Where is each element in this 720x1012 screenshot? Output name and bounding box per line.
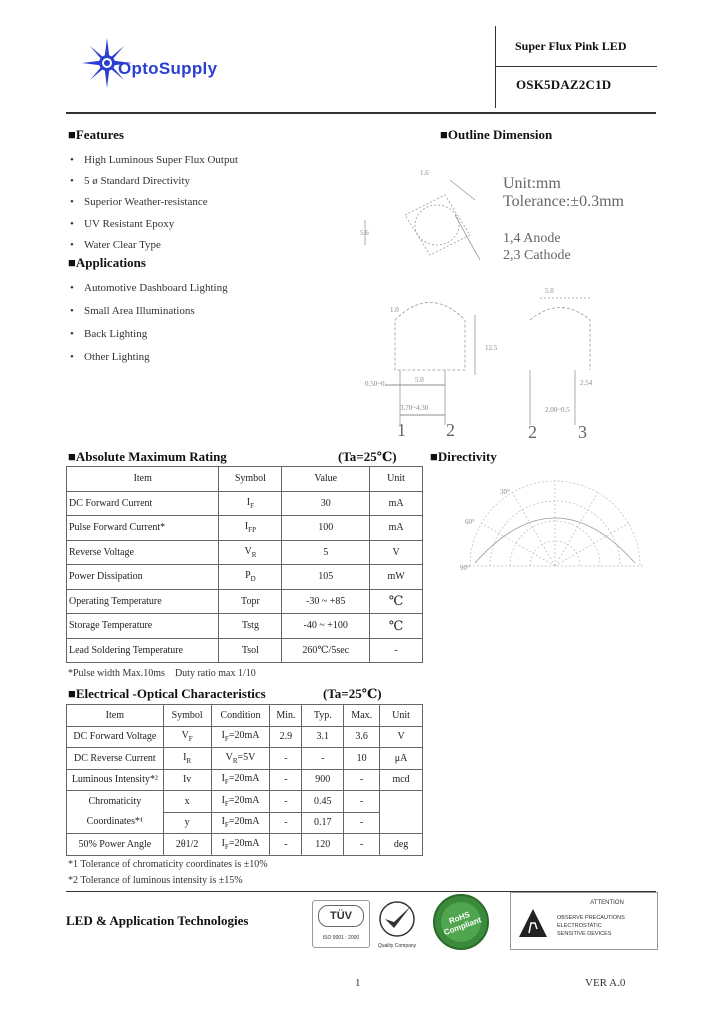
- square-bullet-icon: ■: [68, 255, 76, 270]
- svg-text:30°: 30°: [500, 488, 510, 496]
- max-cell: -: [344, 791, 380, 813]
- item-cell: Reverse Voltage: [67, 540, 219, 565]
- application-item: • Other Lighting: [70, 351, 150, 363]
- pin-label-4: 3: [578, 422, 587, 442]
- table-row: [67, 638, 423, 663]
- rohs-label: RoHS Compliant: [442, 909, 483, 938]
- col-header: Item: [67, 705, 164, 727]
- outline-anode: 1,4 Anode: [503, 231, 561, 246]
- col-header: Typ.: [302, 705, 344, 727]
- header-divider-vertical: [495, 26, 496, 108]
- typ-cell: 900: [302, 769, 344, 791]
- table-row: [67, 491, 423, 516]
- table-row: [67, 540, 423, 565]
- symbol-cell: $I_R$: [163, 748, 211, 770]
- min-cell: -: [270, 812, 302, 834]
- iso-label: ISO 9001 : 2000: [322, 935, 360, 941]
- svg-text:0.50~0.: 0.50~0.: [365, 380, 387, 388]
- quality-company-badge: [373, 900, 421, 949]
- col-header: Value: [282, 467, 370, 492]
- unit-cell: -: [370, 638, 423, 663]
- symbol-cell: $V_F$: [163, 726, 211, 748]
- svg-text:90°: 90°: [460, 564, 470, 572]
- col-header: Symbol: [219, 467, 282, 492]
- attention-line-3: SENSITIVE DEVICES: [557, 931, 612, 937]
- typ-cell: 0.17: [302, 812, 344, 834]
- value-cell: 260℃/5sec: [282, 638, 370, 663]
- item-cell: DC Reverse Current: [67, 748, 164, 770]
- svg-text:3.70~4.30: 3.70~4.30: [400, 404, 429, 412]
- feature-item: • Superior Weather-resistance: [70, 196, 208, 209]
- col-header: Unit: [380, 705, 423, 727]
- outline-tolerance: Tolerance:±0.3mm: [503, 193, 624, 210]
- symbol-cell: $P_D$: [219, 565, 282, 590]
- unit-cell: V: [380, 726, 423, 748]
- attention-line-2: ELECTROSTATIC: [557, 923, 602, 929]
- directivity-heading: ■Directivity: [430, 449, 497, 464]
- features-list: [70, 150, 238, 256]
- item-cell: Lead Soldering Temperature: [67, 638, 219, 663]
- item-cell: Pulse Forward Current*: [67, 516, 219, 541]
- condition-cell: $V_R=5V$: [211, 748, 270, 770]
- outline-drawing: [355, 160, 595, 440]
- min-cell: -: [270, 769, 302, 791]
- unit-cell: ℃: [370, 589, 423, 614]
- pin-label-2: 2: [446, 420, 455, 440]
- abs-max-heading: ■Absolute Maximum Rating: [68, 449, 227, 464]
- svg-text:1.6: 1.6: [420, 169, 429, 177]
- table-row: [67, 748, 423, 770]
- symbol-cell: $I_{FP}$: [219, 516, 282, 541]
- max-cell: 10: [344, 748, 380, 770]
- footer-company: LED & Application Technologies: [66, 913, 249, 928]
- electro-note-2: *2 Tolerance of luminous intensity is ±15%: [68, 875, 243, 886]
- applications-list: [70, 277, 228, 369]
- svg-text:12.5: 12.5: [485, 344, 498, 352]
- symbol-cell: y: [163, 812, 211, 834]
- unit-cell: μA: [380, 748, 423, 770]
- symbol-cell: Iv: [163, 769, 211, 791]
- unit-cell: V: [370, 540, 423, 565]
- svg-text:1.0: 1.0: [390, 306, 399, 314]
- product-title: Super Flux Pink LED: [515, 39, 627, 53]
- header-divider-horizontal: [495, 66, 657, 67]
- table-row: [67, 834, 423, 856]
- application-item: • Automotive Dashboard Lighting: [70, 282, 228, 294]
- esd-attention-box: [510, 892, 658, 950]
- min-cell: -: [270, 834, 302, 856]
- svg-text:5.0: 5.0: [415, 376, 424, 384]
- table-row: [67, 565, 423, 590]
- condition-cell: $I_F=20mA$: [211, 834, 270, 856]
- item-cell: 50% Power Angle: [67, 834, 164, 856]
- rohs-badge: [428, 893, 494, 951]
- symbol-cell: $V_R$: [219, 540, 282, 565]
- max-cell: -: [344, 812, 380, 834]
- chromaticity-cell: Chromaticity Coordinates*¹: [67, 791, 164, 834]
- symbol-cell: Tstg: [219, 614, 282, 639]
- unit-cell: mA: [370, 516, 423, 541]
- attention-line-1: OBSERVE PRECAUTIONS: [557, 915, 625, 921]
- condition-cell: $I_F=20mA$: [211, 812, 270, 834]
- unit-cell: ℃: [370, 614, 423, 639]
- brand-name: OptoSupply: [118, 59, 218, 78]
- min-cell: 2.9: [270, 726, 302, 748]
- feature-item: • UV Resistant Epoxy: [70, 217, 175, 230]
- electro-table: [66, 704, 423, 856]
- outline-heading: ■Outline Dimension: [440, 127, 553, 142]
- table-row: [67, 516, 423, 541]
- application-item: • Small Area Illuminations: [70, 305, 195, 317]
- max-cell: -: [344, 834, 380, 856]
- value-cell: -40 ~ +100: [282, 614, 370, 639]
- square-bullet-icon: ■: [68, 127, 76, 142]
- typ-cell: 0.45: [302, 791, 344, 813]
- col-header: Max.: [344, 705, 380, 727]
- col-header: Symbol: [163, 705, 211, 727]
- electro-condition: (Ta=25℃): [323, 686, 382, 701]
- tuv-certification-badge: [312, 900, 370, 948]
- svg-text:5.6: 5.6: [360, 229, 369, 237]
- pin-label-1: 1: [397, 420, 406, 440]
- abs-max-table: [66, 466, 423, 663]
- svg-text:60°: 60°: [465, 518, 475, 526]
- square-bullet-icon: ■: [68, 449, 76, 464]
- condition-cell: $I_F=20mA$: [211, 769, 270, 791]
- max-cell: -: [344, 769, 380, 791]
- table-row: [67, 791, 423, 813]
- value-cell: -30 ~ +85: [282, 589, 370, 614]
- brand-logo: [82, 38, 282, 88]
- square-bullet-icon: ■: [440, 127, 448, 142]
- outline-cathode: 2,3 Cathode: [503, 248, 571, 263]
- features-heading: ■Features: [68, 127, 124, 142]
- col-header: Min.: [270, 705, 302, 727]
- abs-max-footnote: *Pulse width Max.10ms Duty ratio max 1/10: [68, 668, 256, 679]
- col-header: Condition: [211, 705, 270, 727]
- attention-title: ATTENTION: [590, 900, 624, 906]
- symbol-cell: 2θ1/2: [163, 834, 211, 856]
- typ-cell: -: [302, 748, 344, 770]
- value-cell: 5: [282, 540, 370, 565]
- table-row: [67, 589, 423, 614]
- value-cell: 30: [282, 491, 370, 516]
- item-cell: Operating Temperature: [67, 589, 219, 614]
- part-number: OSK5DAZ2C1D: [516, 77, 612, 92]
- quality-label: Quality Company: [377, 943, 417, 949]
- directivity-polar-chart: [460, 478, 650, 578]
- item-cell: DC Forward Current: [67, 491, 219, 516]
- symbol-cell: Topr: [219, 589, 282, 614]
- feature-item: • Water Clear Type: [70, 238, 161, 251]
- table-header-row: [67, 705, 423, 727]
- col-header: Item: [67, 467, 219, 492]
- symbol-cell: Tsol: [219, 638, 282, 663]
- header-rule: [66, 112, 656, 114]
- symbol-cell: $I_F$: [219, 491, 282, 516]
- electro-heading: ■Electrical -Optical Characteristics: [68, 686, 266, 701]
- table-header-row: [67, 467, 423, 492]
- applications-heading: ■Applications: [68, 255, 146, 270]
- unit-cell: deg: [380, 834, 423, 856]
- table-row: [67, 726, 423, 748]
- symbol-cell: x: [163, 791, 211, 813]
- item-cell: DC Forward Voltage: [67, 726, 164, 748]
- tuv-logo: TÜV: [318, 905, 364, 927]
- condition-cell: $I_F=20mA$: [211, 791, 270, 813]
- electro-note-1: *1 Tolerance of chromaticity coordinates is ±10%: [68, 859, 268, 870]
- table-row: [67, 614, 423, 639]
- max-cell: 3.6: [344, 726, 380, 748]
- value-cell: 105: [282, 565, 370, 590]
- unit-cell: mA: [370, 491, 423, 516]
- outline-unit: Unit:mm: [503, 175, 561, 192]
- feature-item: • High Luminous Super Flux Output: [70, 154, 239, 166]
- unit-cell: mW: [370, 565, 423, 590]
- abs-max-condition: (Ta=25℃): [338, 449, 397, 464]
- svg-text:5.0: 5.0: [545, 287, 554, 295]
- version-label: VER A.0: [585, 977, 626, 989]
- pin-label-3: 2: [528, 422, 537, 442]
- condition-cell: $I_F=20mA$: [211, 726, 270, 748]
- table-row: [67, 769, 423, 791]
- square-bullet-icon: ■: [68, 686, 76, 701]
- page-number: 1: [355, 977, 361, 989]
- esd-warning-icon: [517, 907, 549, 939]
- application-item: • Back Lighting: [70, 328, 148, 340]
- typ-cell: 3.1: [302, 726, 344, 748]
- svg-text:2.54: 2.54: [580, 379, 593, 387]
- feature-item: • 5 ø Standard Directivity: [70, 175, 191, 188]
- unit-cell: mcd: [380, 769, 423, 791]
- min-cell: -: [270, 748, 302, 770]
- checkmark-seal-icon: [373, 900, 421, 938]
- item-cell: Luminous Intensity*²: [67, 769, 164, 791]
- square-bullet-icon: ■: [430, 449, 438, 464]
- item-cell: Storage Temperature: [67, 614, 219, 639]
- item-cell: Power Dissipation: [67, 565, 219, 590]
- col-header: Unit: [370, 467, 423, 492]
- svg-text:2.00~0.5: 2.00~0.5: [545, 406, 570, 414]
- value-cell: 100: [282, 516, 370, 541]
- typ-cell: 120: [302, 834, 344, 856]
- unit-cell: [380, 791, 423, 834]
- min-cell: -: [270, 791, 302, 813]
